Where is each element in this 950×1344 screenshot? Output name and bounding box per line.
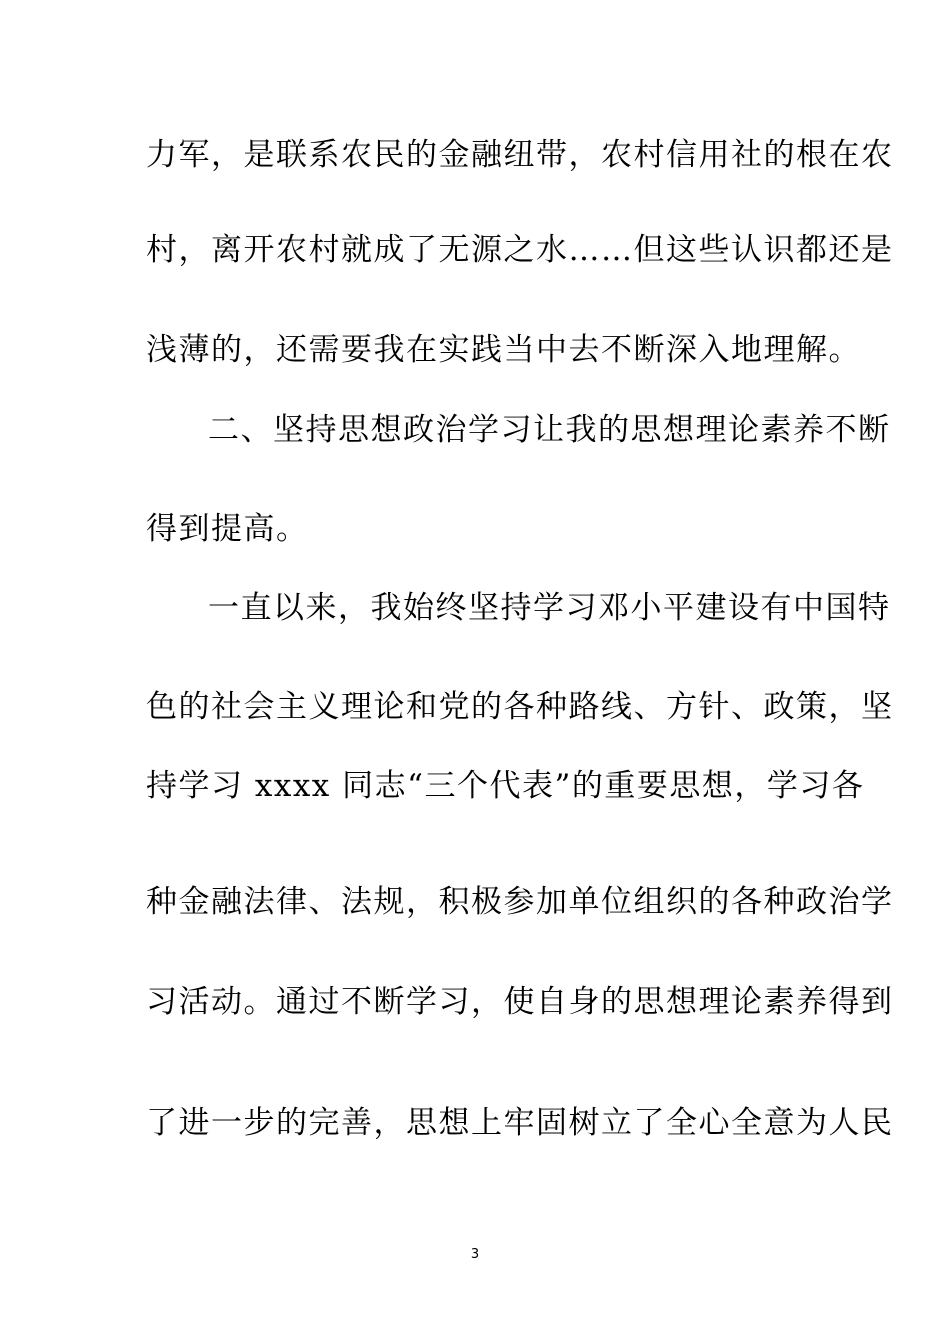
section-heading-line: 二、坚持思想政治学习让我的思想理论素养不断 [208, 412, 891, 448]
body-text-line: 色的社会主义理论和党的各种路线、方针、政策，坚 [146, 689, 894, 725]
body-text-line: 一直以来，我始终坚持学习邓小平建设有中国特 [208, 590, 891, 626]
body-text-line: 习活动。通过不断学习，使自身的思想理论素养得到 [146, 984, 894, 1020]
body-text-line: 持学习 xxxx 同志“三个代表”的重要思想，学习各 [146, 768, 865, 804]
body-text-line: 力军，是联系农民的金融纽带，农村信用社的根在农 [146, 137, 894, 173]
body-text-line: 村，离开农村就成了无源之水……但这些认识都还是 [146, 232, 894, 268]
page-number: 3 [470, 1247, 480, 1262]
body-text-line: 种金融法律、法规，积极参加单位组织的各种政治学 [146, 884, 894, 920]
section-heading-line: 得到提高。 [146, 511, 309, 547]
body-text-line: 了进一步的完善，思想上牢固树立了全心全意为人民 [146, 1105, 894, 1141]
body-text-line: 浅薄的，还需要我在实践当中去不断深入地理解。 [146, 332, 861, 368]
